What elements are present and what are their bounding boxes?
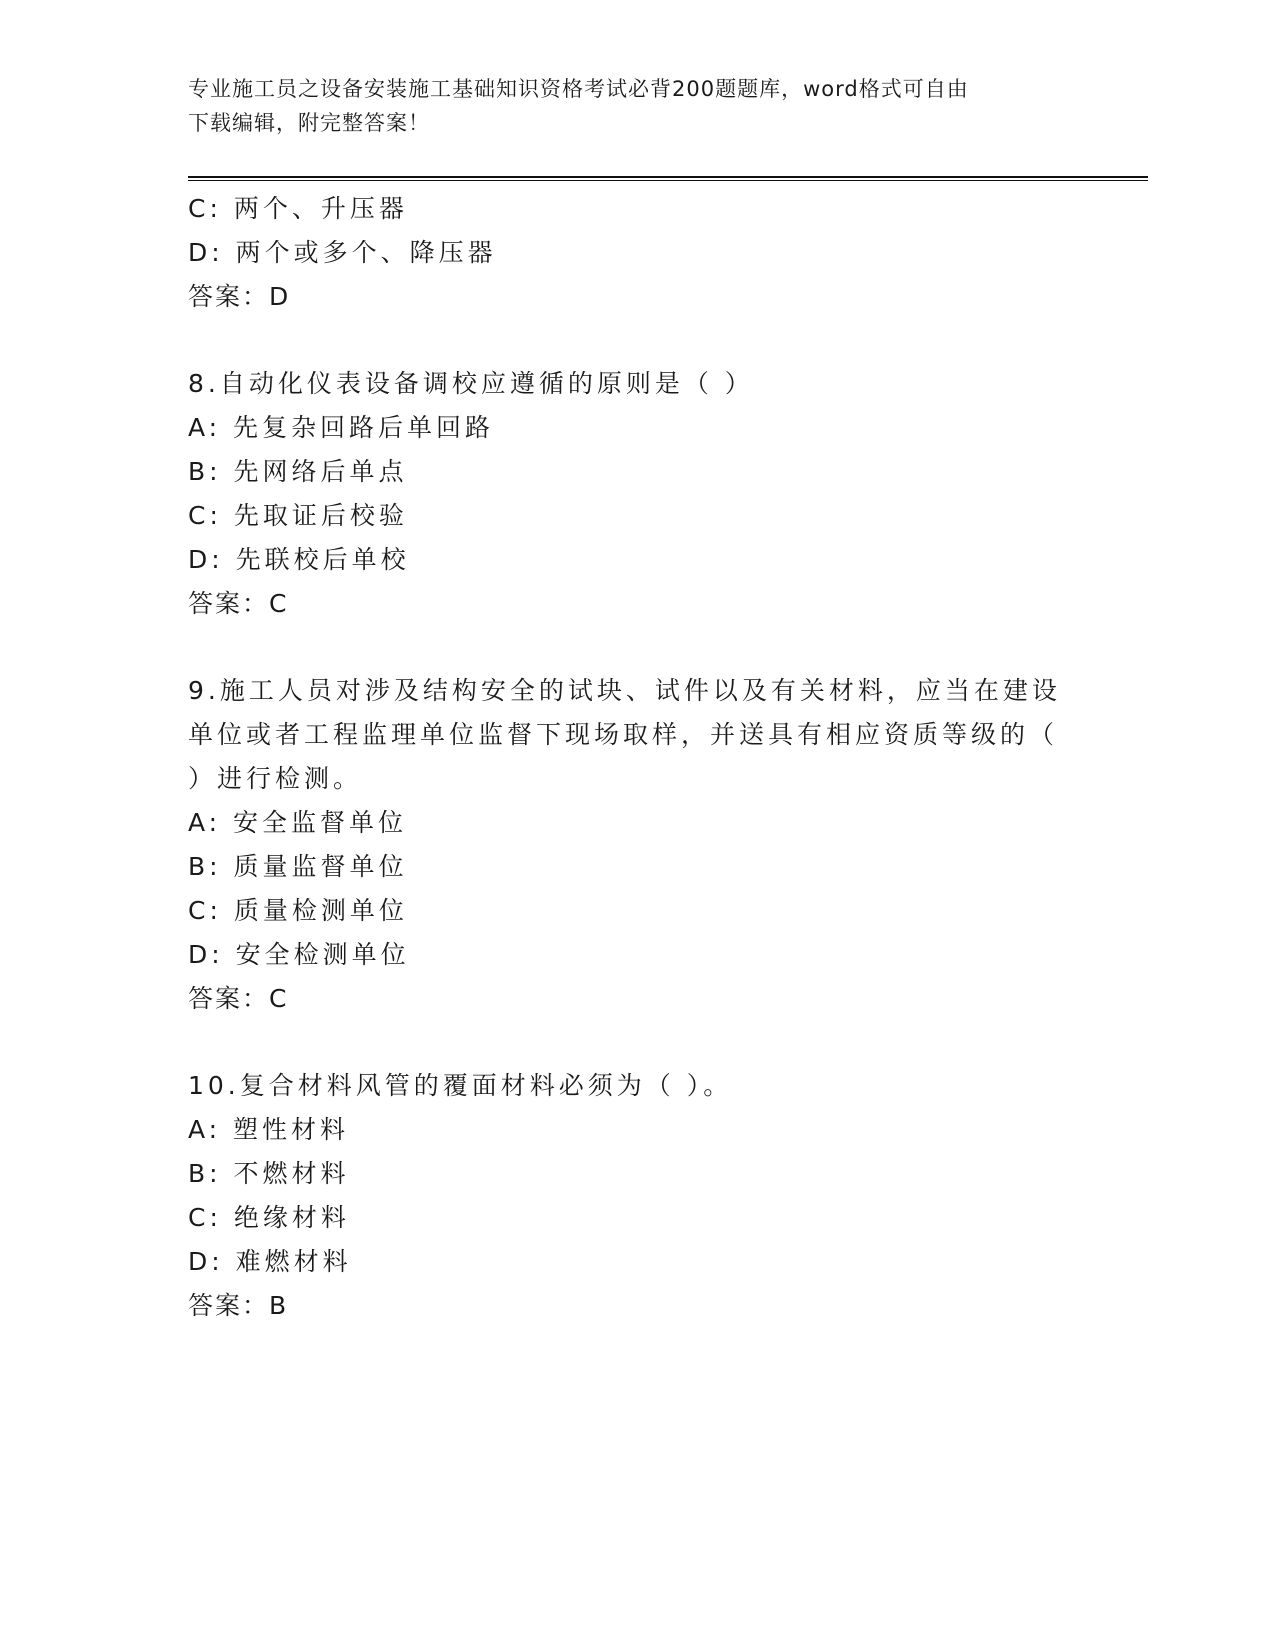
header-divider — [188, 176, 1148, 181]
q9-stem-line3: ）进行检测。 — [188, 764, 363, 793]
q9-option-a: A: 安全监督单位 — [188, 808, 408, 837]
q10-option-c: C: 绝缘材料 — [188, 1203, 350, 1232]
q7-option-d: D: 两个或多个、降压器 — [188, 238, 497, 267]
header-title-line1: 专业施工员之设备安装施工基础知识资格考试必背200题题库，word格式可自由 — [188, 77, 969, 101]
q10-option-d: D: 难燃材料 — [188, 1247, 352, 1276]
q9-stem-line1: 9.施工人员对涉及结构安全的试块、试件以及有关材料，应当在建设 — [188, 676, 1061, 705]
q10-stem: 10.复合材料风管的覆面材料必须为（ ）。 — [188, 1071, 733, 1100]
q9-option-d: D: 安全检测单位 — [188, 940, 410, 969]
q7-option-c: C: 两个、升压器 — [188, 194, 408, 223]
q8-option-a: A: 先复杂回路后单回路 — [188, 413, 495, 442]
q9-option-b: B: 质量监督单位 — [188, 852, 408, 881]
q9-answer: 答案：C — [188, 984, 289, 1013]
q8-option-b: B: 先网络后单点 — [188, 457, 408, 486]
q8-answer: 答案：C — [188, 589, 289, 618]
header-title-line2: 下载编辑，附完整答案！ — [188, 111, 430, 135]
q8-stem: 8.自动化仪表设备调校应遵循的原则是（ ） — [188, 369, 754, 398]
q10-answer: 答案：B — [188, 1291, 289, 1320]
q9-option-c: C: 质量检测单位 — [188, 896, 408, 925]
q10-option-b: B: 不燃材料 — [188, 1159, 350, 1188]
q8-option-c: C: 先取证后校验 — [188, 501, 408, 530]
document-header — [188, 72, 1068, 140]
q9-stem-line2: 单位或者工程监理单位监督下现场取样，并送具有相应资质等级的（ — [188, 720, 1059, 749]
q10-option-a: A: 塑性材料 — [188, 1115, 350, 1144]
q7-answer: 答案：D — [188, 282, 291, 311]
q8-option-d: D: 先联校后单校 — [188, 545, 410, 574]
